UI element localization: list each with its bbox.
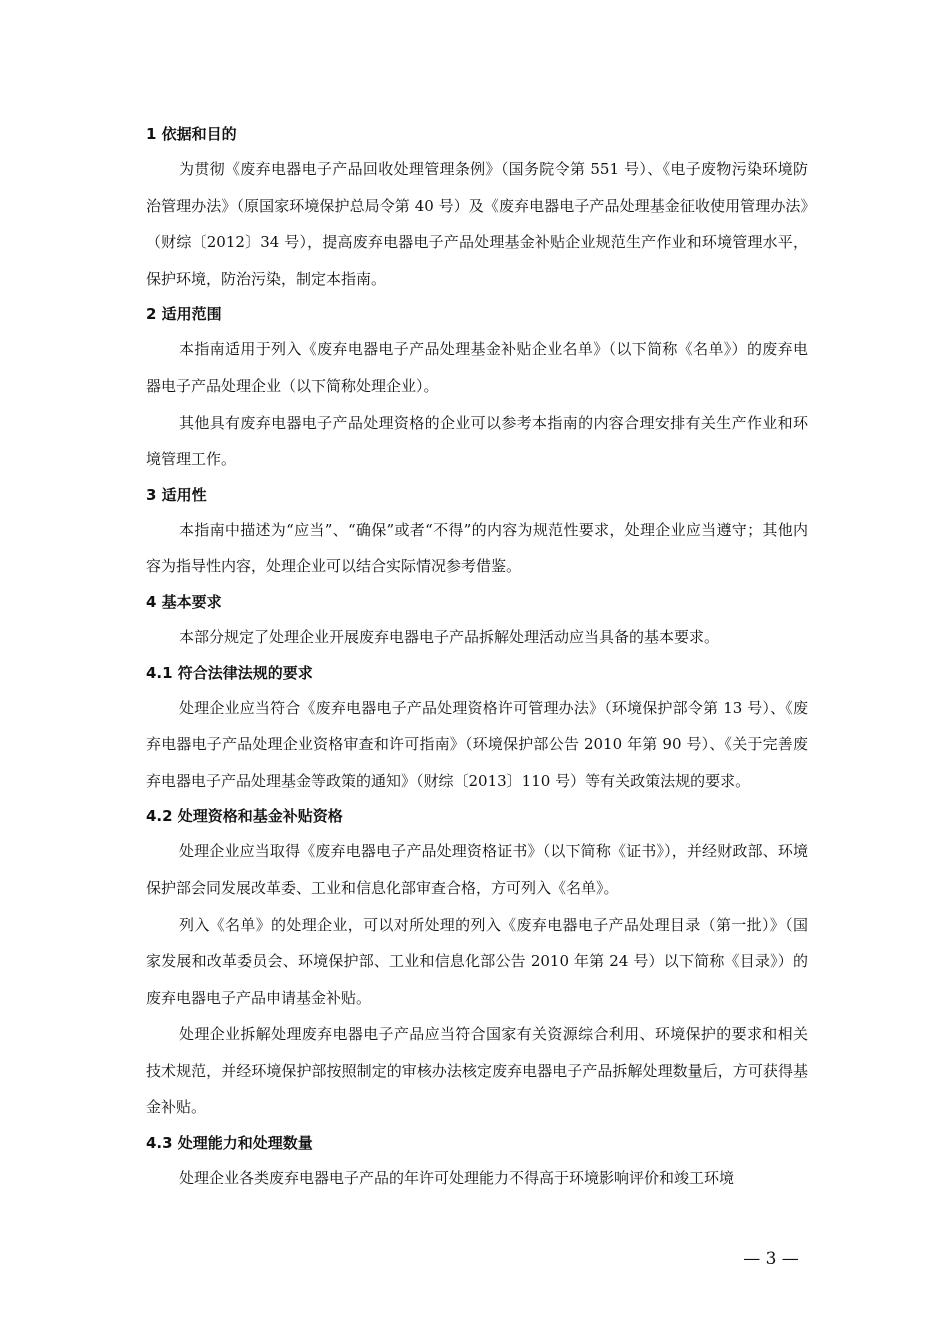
section-1-paragraph: 为贯彻《废弃电器电子产品回收处理管理条例》（国务院令第 551 号）、《电子废物污染环境防治管理办法》（原国家环境保护总局令第 40 号）及《废弃电器电子产品处理基金征收使用管理办法》（财综〔2012〕34 号），提高废弃电器电子产品处理基金补贴企业规范生产作业和环境管理水平，保护环境，防治污染，制定本指南。: [146, 160, 808, 288]
section-4-heading: 4 基本要求: [146, 592, 222, 611]
section-4-2-heading: 4.2 处理资格和基金补贴资格: [146, 807, 343, 826]
section-4-2-paragraph-3: 处理企业拆解处理废弃电器电子产品应当符合国家有关资源综合利用、环境保护的要求和相关技术规范，并经环境保护部按照制定的审核办法核定废弃电器电子产品拆解处理数量后，方可获得基金补贴。: [146, 1025, 808, 1117]
section-3-heading: 3 适用性: [146, 485, 207, 504]
document-body: [146, 117, 808, 1197]
section-4-1-paragraph: 处理企业应当符合《废弃电器电子产品处理资格许可管理办法》（环境保护部令第 13 号）、《废弃电器电子产品处理企业资格审查和许可指南》（环境保护部公告 2010 年第 90 号）、《关于完善废弃电器电子产品处理基金等政策的通知》（财综〔2013〕110 号）等有关政策法规的要求。: [146, 698, 808, 790]
section-4-paragraph: 本部分规定了处理企业开展废弃电器电子产品拆解处理活动应当具备的基本要求。: [179, 627, 720, 646]
section-1-heading: 1 依据和目的: [146, 125, 237, 143]
section-2-paragraph-1: 本指南适用于列入《废弃电器电子产品处理基金补贴企业名单》（以下简称《名单》）的废弃电器电子产品处理企业（以下简称处理企业）。: [146, 340, 808, 395]
section-2-heading: 2 适用范围: [146, 305, 222, 324]
page-number: — 3 —: [743, 1249, 799, 1269]
section-4-3-heading: 4.3 处理能力和处理数量: [146, 1134, 313, 1153]
section-4-3-paragraph: 处理企业各类废弃电器电子产品的年许可处理能力不得高于环境影响评价和竣工环境: [179, 1169, 735, 1188]
section-4-2-paragraph-1: 处理企业应当取得《废弃电器电子产品处理资格证书》（以下简称《证书》），并经财政部、环境保护部会同发展改革委、工业和信息化部审查合格，方可列入《名单》。: [146, 842, 808, 897]
section-3-paragraph: 本指南中描述为“应当”、“确保”或者“不得”的内容为规范性要求，处理企业应当遵守；其他内容为指导性内容，处理企业可以结合实际情况参考借鉴。: [146, 520, 808, 576]
section-4-2-paragraph-2: 列入《名单》的处理企业，可以对所处理的列入《废弃电器电子产品处理目录（第一批）》（国家发展和改革委员会、环境保护部、工业和信息化部公告 2010 年第 24 号）以下简称《目录》）的废弃电器电子产品申请基金补贴。: [146, 915, 808, 1007]
section-2-paragraph-2: 其他具有废弃电器电子产品处理资格的企业可以参考本指南的内容合理安排有关生产作业和环境管理工作。: [146, 413, 808, 469]
section-4-1-heading: 4.1 符合法律法规的要求: [146, 663, 313, 682]
